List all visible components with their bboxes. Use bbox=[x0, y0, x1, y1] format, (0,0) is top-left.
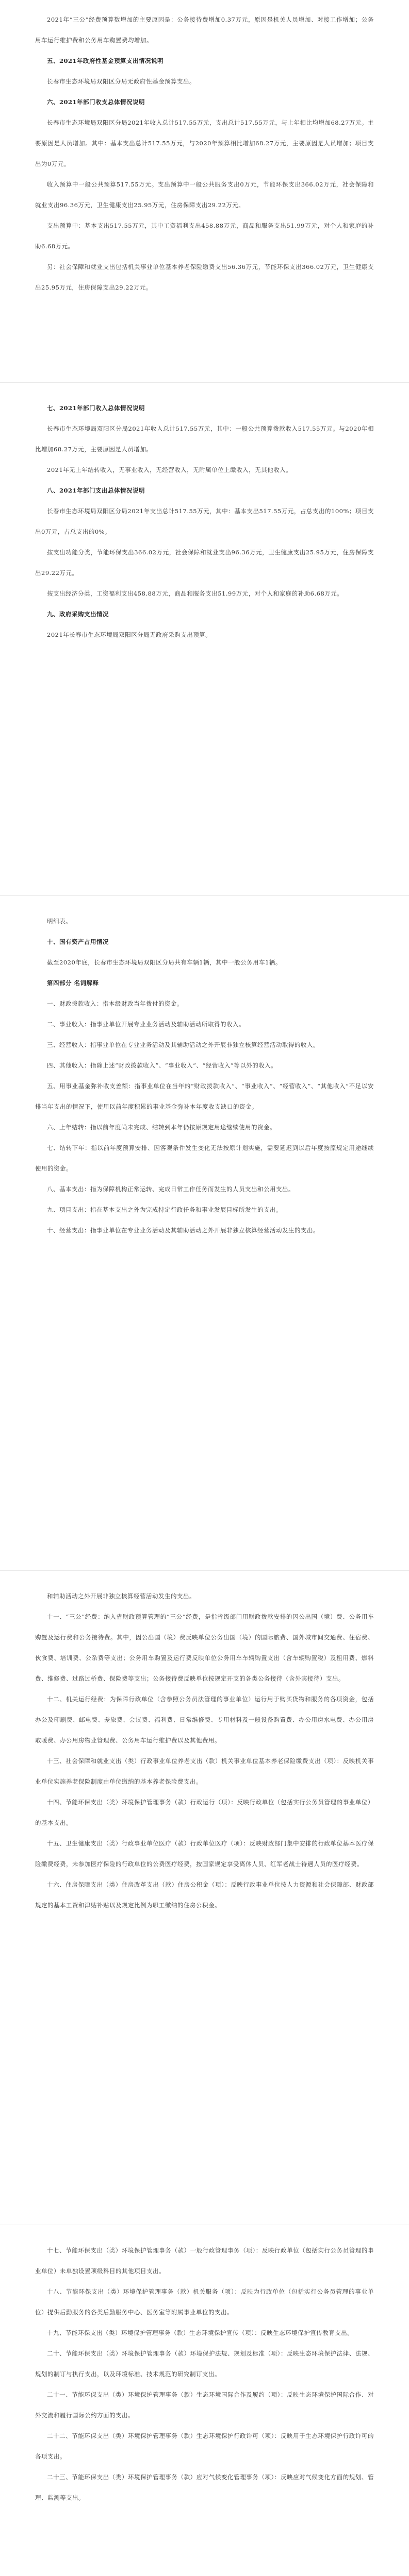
body-paragraph: 长春市生态环境局双阳区分局2021年收入总计517.55万元，支出总计517.55万元，与上年相比均增加68.27万元。主要原因是人员增加。其中：基本支出总计517.55万元，与2020年预算相比增加68.27万元，主要原因是人员增加；项目支出为0万元。 bbox=[35, 119, 374, 167]
body-paragraph: 十一、“三公”经费：纳入省财政预算管理的“三公”经费，是指省级部门用财政拨款安排的因公出国（境）费、公务用车购置及运行费和公务接待费。其中，因公出国（境）费反映单位公务出国（境）的国际旅费、国外城市间交通费、住宿费、伙食费、培训费、公杂费等支出；公务用车购置及运行费反映单位公务用车车辆购置支出（含车辆购置税）及租用费、燃料费、维修费、过路过桥费、保险费等支出；公务接待费反映单位按规定开支的各类公务接待（含外宾接待）支出。 bbox=[35, 1613, 374, 1682]
section-heading: 六、2021年部门收支总体情况说明 bbox=[47, 98, 145, 106]
section-heading: 五、2021年政府性基金预算支出情况说明 bbox=[47, 57, 164, 64]
body-paragraph: 收入预算中一般公共预算517.55万元。支出预算中一般公共服务支出0万元，节能环保支出366.02万元，社会保障和就业支出96.36万元，卫生健康支出25.95万元，住房保障支出29.22万元。 bbox=[35, 181, 374, 209]
section-heading: 九、政府采购支出情况 bbox=[47, 611, 109, 618]
body-paragraph: 二、事业收入：指事业单位开展专业业务活动及辅助活动所取得的收入。 bbox=[47, 1021, 245, 1028]
section-glossary-part-3 bbox=[0, 2240, 409, 2508]
body-paragraph: 九、项目支出：指在基本支出之外为完成特定行政任务和事业发展目标所发生的支出。 bbox=[47, 1206, 282, 1213]
body-paragraph: 十二、机关运行经费：为保障行政单位（含参照公务员法管理的事业单位）运行用于购买货物和服务的各项资金，包括办公及印刷费、邮电费、差旅费、会议费、福利费、日常维修费、专用材料及一般设备购置费、办公用房水电费、办公用房取暖费、办公用房物业管理费、公务用车运行维护费以及其他费用。 bbox=[35, 1696, 374, 1744]
body-paragraph: 十九、节能环保支出（类）环境保护管理事务（款）生态环境保护宣传（项）：反映生态环境保护宣传教育支出。 bbox=[47, 2329, 354, 2336]
body-paragraph: 十六、住房保障支出（类）住房改革支出（款）住房公积金（项）：反映行政事业单位按人力资源和社会保障部、财政部规定的基本工资和津贴补贴以及规定比例为职工缴纳的住房公积金。 bbox=[35, 1881, 374, 1909]
body-paragraph: 按支出经济分类，工资福利支出458.88万元，商品和服务支出51.99万元，对个人和家庭的补助6.68万元。 bbox=[47, 590, 343, 597]
body-paragraph: 按支出功能分类，节能环保支出366.02万元，社会保障和就业支出96.36万元，卫生健康支出25.95万元，住房保障支出29.22万元。 bbox=[35, 549, 374, 577]
section-glossary-part-2 bbox=[0, 1586, 409, 1916]
body-paragraph: 2021年长春市生态环境局双阳区分局无政府采购支出预算。 bbox=[47, 631, 212, 638]
body-paragraph: 十三、社会保障和就业支出（类）行政事业单位养老支出（款）机关事业单位基本养老保险缴费支出（项）：反映机关事业单位实施养老保险制度由单位缴纳的基本养老保险费支出。 bbox=[35, 1757, 374, 1785]
body-paragraph: 十五、卫生健康支出（类）行政事业单位医疗（款）行政单位医疗（项）：反映财政部门集中安排的行政单位基本医疗保险缴费经费，未参加医疗保险的行政单位的公费医疗经费，按国家规定享受离休人员、红军老战士待遇人员的医疗经费。 bbox=[35, 1840, 374, 1868]
section-divider bbox=[0, 1570, 409, 1571]
body-paragraph: 2021年无上年结转收入，无事业收入，无经营收入，无附属单位上缴收入，无其他收入。 bbox=[47, 466, 292, 473]
body-paragraph: 四、其他收入：指除上述“财政拨款收入”、“事业收入”、“经营收入”等以外的收入。 bbox=[47, 1062, 277, 1069]
body-paragraph: 六、上年结转：指以前年度尚未完成、结转到本年仍按原规定用途继续使用的资金。 bbox=[47, 1124, 276, 1131]
section-heading: 十、国有资产占用情况 bbox=[47, 938, 109, 945]
section-heading: 八、2021年部门支出总体情况说明 bbox=[47, 487, 145, 494]
body-paragraph: 明细表。 bbox=[47, 918, 72, 925]
body-paragraph: 另：社会保障和就业支出包括机关事业单位基本养老保险缴费支出56.36万元，节能环保支出366.02万元，卫生健康支出25.95万元，住房保障支出29.22万元。 bbox=[35, 263, 374, 291]
body-paragraph: 二十二、节能环保支出（类）环境保护管理事务（款）生态环境保护行政许可（项）：反映用于生态环境保护行政许可的各项支出。 bbox=[35, 2432, 374, 2460]
section-assets-glossary bbox=[0, 911, 409, 1241]
body-paragraph: 十八、节能环保支出（类）环境保护管理事务（款）机关服务（项）：反映为行政单位（包括实行公务员管理的事业单位）提供后勤服务的各类后勤服务中心、医务室等附属事业单位的支出。 bbox=[35, 2288, 374, 2316]
section-heading: 第四部分 名词解释 bbox=[47, 979, 99, 987]
body-paragraph: 长春市生态环境局双阳区分局2021年支出总计517.55万元，其中：基本支出517.55万元，占总支出的100%；项目支出0万元，占总支出的0%。 bbox=[35, 507, 374, 535]
section-divider bbox=[0, 382, 409, 383]
section-heading: 七、2021年部门收入总体情况说明 bbox=[47, 404, 145, 412]
body-paragraph: 三、经营收入：指事业单位在专业业务活动及其辅助活动之外开展非独立核算经营活动取得的收入。 bbox=[47, 1041, 319, 1048]
body-paragraph: 支出预算中：基本支出517.55万元，其中工资福利支出458.88万元，商品和服务支出51.99万元，对个人和家庭的补助6.68万元。 bbox=[35, 222, 374, 250]
body-paragraph: 七、结转下年：指以前年度预算安排、因客观条件发生变化无法按原计划实施，需要延迟到以后年度按原规定用途继续使用的资金。 bbox=[35, 1144, 374, 1172]
body-paragraph: 十、经营支出：指事业单位在专业业务活动及其辅助活动之外开展非独立核算经营活动发生的支出。 bbox=[47, 1227, 319, 1234]
body-paragraph: 二十三、节能环保支出（类）环境保护管理事务（款）应对气候变化管理事务（项）：反映应对气候变化方面的规划、管理、监测等支出。 bbox=[35, 2473, 374, 2501]
body-paragraph: 2021年“三公”经费预算数增加的主要原因是：公务接待费增加0.37万元，原因是机关人员增加、对接工作增加；公务用车运行维护费和公务用车购置费均增加。 bbox=[35, 16, 374, 44]
section-divider bbox=[0, 895, 409, 896]
body-paragraph: 截至2020年底，长春市生态环境局双阳区分局共有车辆1辆，其中一般公务用车1辆。 bbox=[47, 959, 282, 966]
body-paragraph: 二十、节能环保支出（类）环境保护管理事务（款）环境保护法规、规划及标准（项）：反映生态环境保护法律、法规、规划的制订与执行支出，以及环境标准、技术规范的研究制订支出。 bbox=[35, 2350, 374, 2378]
body-paragraph: 长春市生态环境局双阳区分局2021年收入总计517.55万元，其中：一般公共预算拨款收入517.55万元。与2020年相比增加68.27万元，主要原因是人员增加。 bbox=[35, 425, 374, 453]
body-paragraph: 一、财政拨款收入：指本级财政当年拨付的资金。 bbox=[47, 1000, 183, 1007]
body-paragraph: 五、用事业基金弥补收支差额：指事业单位在当年的“财政拨款收入”、“事业收入”、“经营收入”、“其他收入”不足以安排当年支出的情况下，使用以前年度积累的事业基金弥补本年度收支缺口的资金。 bbox=[35, 1082, 374, 1110]
body-paragraph: 八、基本支出：指为保障机构正常运转、完成日常工作任务而发生的人员支出和公用支出。 bbox=[47, 1185, 295, 1193]
section-summary bbox=[0, 9, 409, 298]
body-paragraph: 十四、节能环保支出（类）环境保护管理事务（款）行政运行（项）：反映行政单位（包括实行公务员管理的事业单位）的基本支出。 bbox=[35, 1799, 374, 1826]
body-paragraph: 十七、节能环保支出（类）环境保护管理事务（款）一般行政管理事务（项）：反映行政单位（包括实行公务员管理的事业单位）未单独设置项级科目的其他项目支出。 bbox=[35, 2247, 374, 2275]
section-income-expense bbox=[0, 398, 409, 645]
body-paragraph: 长春市生态环境局双阳区分局无政府性基金预算支出。 bbox=[47, 78, 195, 85]
body-paragraph: 二十一、节能环保支出（类）环境保护管理事务（款）生态环境国际合作及履约（项）：反映生态环境保护国际合作、对外交流和履行国际公约方面的支出。 bbox=[35, 2391, 374, 2419]
body-paragraph: 和辅助活动之外开展非独立核算经营活动发生的支出。 bbox=[47, 1592, 195, 1600]
